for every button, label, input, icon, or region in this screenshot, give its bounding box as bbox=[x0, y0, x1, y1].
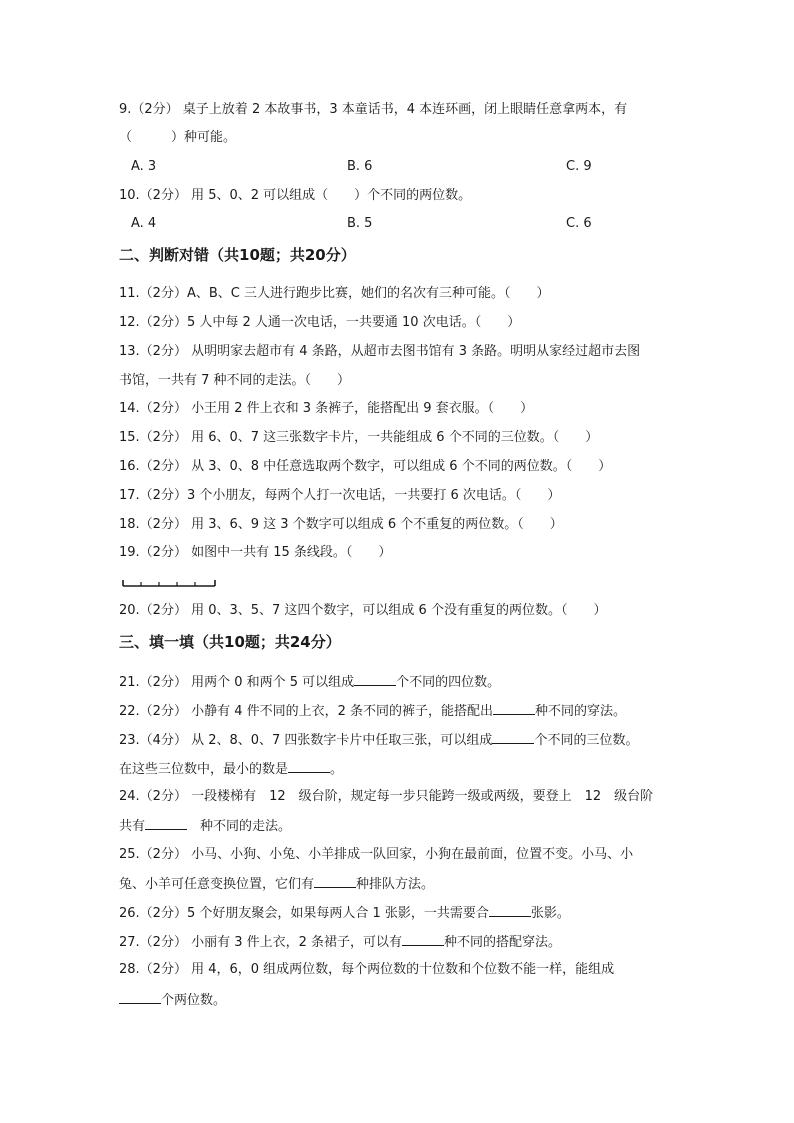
answer-blank[interactable] bbox=[493, 701, 535, 715]
question-27 bbox=[119, 932, 561, 952]
answer-blank[interactable] bbox=[354, 672, 396, 686]
question-28-text-end: 个两位数。 bbox=[161, 993, 227, 1008]
question-14: 14.（2分） 小王用 2 件上衣和 3 条裤子，能搭配出 9 套衣服。（ ） bbox=[119, 401, 534, 416]
question-18: 18.（2分） 用 3、6、9 这 3 个数字可以组成 6 个不重复的两位数。（ ） bbox=[119, 517, 563, 532]
question-26-text-end: 张影。 bbox=[530, 906, 570, 921]
question-26 bbox=[119, 903, 570, 923]
question-19: 19.（2分） 如图中一共有 15 条线段。（ ） bbox=[119, 545, 392, 560]
answer-blank[interactable] bbox=[314, 874, 356, 888]
answer-blank[interactable] bbox=[492, 730, 534, 744]
answer-blank[interactable] bbox=[402, 932, 444, 946]
question-13: 13.（2分） 从明明家去超市有 4 条路，从超市去图书馆有 3 条路。明明从家经过超市去图 bbox=[119, 344, 641, 359]
question-20: 20.（2分） 用 0、3、5、7 这四个数字，可以组成 6 个没有重复的两位数。（ ） bbox=[119, 603, 607, 618]
question-17: 17.（2分）3 个小朋友，每两个人打一次电话，一共要打 6 次电话。（ ） bbox=[119, 488, 561, 503]
question-24: 24.（2分） 一段楼梯有 12 级台阶，规定每一步只能跨一级或两级，要登上 12 级台阶 bbox=[119, 789, 654, 804]
question-22-text: 22.（2分） 小静有 4 件不同的上衣，2 条不同的裤子，能搭配出 bbox=[119, 704, 494, 719]
answer-blank[interactable] bbox=[489, 903, 531, 917]
question-22-text-end: 种不同的穿法。 bbox=[535, 704, 627, 719]
question-23 bbox=[119, 730, 638, 750]
answer-blank[interactable] bbox=[145, 816, 187, 830]
question-23-text: 23.（4分） 从 2、8、0、7 四张数字卡片中任取三张，可以组成 bbox=[119, 733, 493, 748]
question-25-text-cont: 兔、小羊可任意变换位置，它们有 bbox=[119, 877, 315, 892]
line-segment-figure bbox=[121, 577, 221, 591]
question-15: 15.（2分） 用 6、0、7 这三张数字卡片，一共能组成 6 个不同的三位数。（ ） bbox=[119, 430, 599, 445]
answer-blank[interactable] bbox=[119, 990, 161, 1004]
question-12: 12.（2分）5 人中每 2 人通一次电话，一共要通 10 次电话。（ ） bbox=[119, 315, 521, 330]
question-27-text-end: 种不同的搭配穿法。 bbox=[444, 935, 562, 950]
question-9-option-c: C. 9 bbox=[566, 159, 592, 174]
question-22 bbox=[119, 701, 626, 721]
question-9-text-cont: （ ）种可能。 bbox=[119, 130, 237, 145]
question-24-cont bbox=[119, 816, 291, 836]
question-28: 28.（2分） 用 4，6，0 组成两位数，每个两位数的十位数和个位数不能一样，能组成 bbox=[119, 962, 615, 977]
question-25-cont bbox=[119, 874, 434, 894]
question-27-text: 27.（2分） 小丽有 3 件上衣，2 条裙子，可以有 bbox=[119, 935, 403, 950]
question-21-text-end: 个不同的四位数。 bbox=[396, 675, 501, 690]
question-11: 11.（2分）A、B、C 三人进行跑步比赛，她们的名次有三种可能。（ ） bbox=[119, 286, 550, 301]
section-3-heading: 三、填一填（共10题；共24分） bbox=[119, 633, 341, 651]
question-26-text: 26.（2分）5 个好朋友聚会，如果每两人合 1 张影，一共需要合 bbox=[119, 906, 489, 921]
question-9-option-b: B. 6 bbox=[347, 159, 373, 174]
question-10-text: 10.（2分） 用 5、0、2 可以组成（ ）个不同的两位数。 bbox=[119, 188, 472, 203]
section-2-heading: 二、判断对错（共10题；共20分） bbox=[119, 246, 356, 264]
question-10-option-a: A. 4 bbox=[131, 216, 157, 231]
question-24-text-end: 种不同的走法。 bbox=[187, 819, 292, 834]
question-21 bbox=[119, 672, 500, 692]
question-13-cont: 书馆，一共有 7 种不同的走法。（ ） bbox=[119, 373, 351, 388]
question-9-option-a: A. 3 bbox=[131, 159, 157, 174]
question-23-cont bbox=[119, 759, 343, 779]
question-16: 16.（2分） 从 3、0、8 中任意选取两个数字，可以组成 6 个不同的两位数。（ ） bbox=[119, 459, 612, 474]
question-10-option-b: B. 5 bbox=[347, 216, 373, 231]
question-24-text-cont: 共有 bbox=[119, 819, 146, 834]
question-28-cont bbox=[119, 990, 226, 1010]
question-10-option-c: C. 6 bbox=[566, 216, 592, 231]
question-23-text-end: 个不同的三位数。 bbox=[534, 733, 639, 748]
question-23-period: 。 bbox=[330, 762, 344, 777]
question-25-text-end: 种排队方法。 bbox=[356, 877, 435, 892]
question-25: 25.（2分） 小马、小狗、小兔、小羊排成一队回家，小狗在最前面，位置不变。小马、小 bbox=[119, 847, 634, 862]
question-21-text: 21.（2分） 用两个 0 和两个 5 可以组成 bbox=[119, 675, 355, 690]
question-23-text-cont: 在这些三位数中，最小的数是 bbox=[119, 762, 289, 777]
answer-blank[interactable] bbox=[288, 759, 330, 773]
question-9-text: 9.（2分） 桌子上放着 2 本故事书，3 本童话书，4 本连环画，闭上眼睛任意拿两本，有 bbox=[119, 102, 628, 117]
